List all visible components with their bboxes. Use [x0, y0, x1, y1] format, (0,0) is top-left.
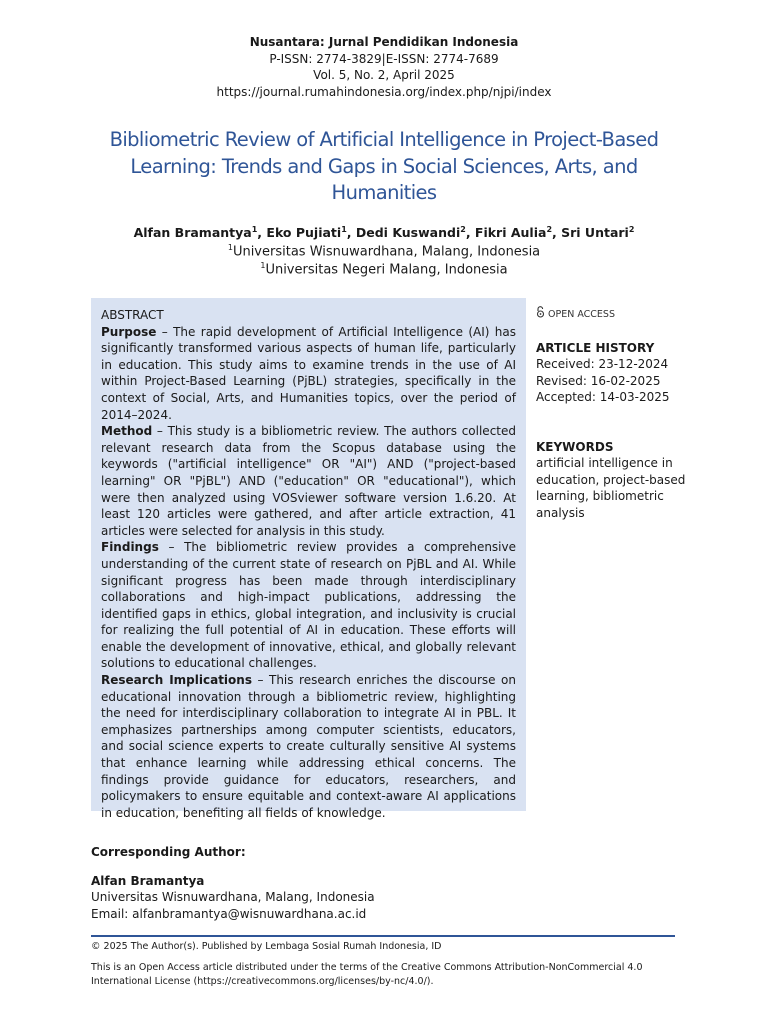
- copyright-line: © 2025 The Author(s). Published by Lembaga Sosial Rumah Indonesia, ID: [91, 941, 442, 952]
- author-separator: ,: [257, 225, 267, 241]
- article-sidebar: [536, 306, 686, 521]
- journal-header: [0, 34, 768, 100]
- affiliation: [0, 243, 768, 259]
- corresponding-heading: Corresponding Author:: [91, 845, 246, 859]
- corresponding-email[interactable]: Email: alfanbramantya@wisnuwardhana.ac.id: [91, 906, 367, 921]
- author-name: Eko Pujiati: [266, 225, 342, 241]
- open-lock-icon: [536, 306, 548, 325]
- open-access-badge: [536, 306, 686, 325]
- affiliation: [0, 261, 768, 277]
- section-text: – The bibliometric review provides a comprehensive understanding of the current state of research on PjBL and AI. While significant progress has been made through interdisciplinary collaborations and high-impact publications, addressing the identified gaps in ethics, global integration, and inclusivity is crucial for realizing the full potential of AI in education. These efforts will enable the development of innovative, ethical, and globally relevant solutions to educational challenges.: [101, 540, 516, 671]
- section-text: – The rapid development of Artificial Intelligence (AI) has significantly transformed various aspects of human life, particularly in education. This study aims to examine trends in the use of AI within Project-Based Learning (PjBL) strategies, specifically in the context of Social, Arts, and Humanities topics, over the period of 2014–2024.: [101, 324, 516, 422]
- revised-date: Revised: 16-02-2025: [536, 373, 661, 388]
- journal-issn: P-ISSN: 2774-3829|E-ISSN: 2774-7689: [269, 51, 499, 66]
- corresponding-author: [91, 844, 375, 922]
- affiliation-mark: 1: [227, 243, 233, 252]
- received-date: Received: 23-12-2024: [536, 357, 669, 371]
- history-heading: ARTICLE HISTORY: [536, 340, 655, 355]
- license-text: This is an Open Access article distributed under the terms of the Creative Commons Attribution-NonCommercial 4.0 International License (https://creativecommons.org/licenses/by-nc/4.0/).: [91, 962, 643, 987]
- open-access-label: OPEN ACCESS: [548, 309, 615, 320]
- author-name: Sri Untari: [561, 225, 629, 241]
- keywords-text: artificial intelligence in education, project-based learning, bibliometric analysis: [536, 456, 686, 520]
- author-separator: ,: [465, 225, 475, 241]
- author-affiliation-mark: 1: [251, 225, 258, 234]
- abstract-findings: [101, 539, 516, 672]
- journal-name: Nusantara: Jurnal Pendidikan Indonesia: [249, 35, 519, 49]
- journal-volume: Vol. 5, No. 2, April 2025: [313, 68, 455, 82]
- affiliation-mark: 1: [260, 261, 266, 270]
- footer-divider: [91, 935, 675, 937]
- abstract-method: [101, 423, 516, 539]
- abstract-box: [91, 298, 526, 820]
- affiliation-text: Universitas Wisnuwardhana, Malang, Indonesia: [232, 244, 541, 260]
- author-name: Fikri Aulia: [474, 225, 547, 241]
- author-affiliation-mark: 2: [460, 225, 466, 234]
- author-list: [0, 225, 768, 240]
- author-affiliation-mark: 2: [628, 225, 635, 234]
- author-affiliation-mark: 1: [341, 225, 347, 234]
- section-text: – This research enriches the discourse on educational innovation through a bibliometric review, highlighting the need for interdisciplinary collaboration to integrate AI in PBL. It emphasizes partnerships among computer scientists, educators, and social science experts to create culturally sensitive AI systems that enhance learning while addressing ethical concerns. The findings provide guidance for educators, researchers, and policymakers to ensure equitable and context-aware AI applications in education, benefiting all fields of knowledge.: [101, 673, 516, 820]
- section-label: Method: [101, 424, 153, 439]
- section-label: Research Implications: [101, 673, 252, 688]
- author-separator: ,: [346, 225, 356, 241]
- affiliation-text: Universitas Negeri Malang, Indonesia: [265, 262, 508, 278]
- keywords-heading: KEYWORDS: [536, 439, 614, 454]
- corresponding-affiliation: Universitas Wisnuwardhana, Malang, Indonesia: [91, 890, 375, 904]
- section-label: Purpose: [101, 324, 157, 339]
- author-separator: ,: [552, 225, 562, 241]
- corresponding-name: Alfan Bramantya: [91, 873, 205, 888]
- journal-url[interactable]: https://journal.rumahindonesia.org/index.php/njpi/index: [216, 84, 552, 99]
- section-text: – This study is a bibliometric review. The authors collected relevant research data from the Scopus database using the keywords ("artificial intelligence" OR "AI") AND ("project-based learning" OR "PjBL") AND ("education" OR "educational"), which were then analyzed using VOSviewer software version 1.6.20. At least 120 articles were gathered, and after article extraction, 41 articles were selected for analysis in this study.: [101, 424, 516, 538]
- author-name: Alfan Bramantya: [133, 225, 252, 241]
- abstract-heading: ABSTRACT: [101, 308, 164, 322]
- abstract-purpose: [101, 324, 516, 424]
- section-label: Findings: [101, 540, 159, 555]
- author-affiliation-mark: 2: [546, 225, 553, 234]
- abstract-implications: [101, 672, 516, 821]
- author-name: Dedi Kuswandi: [355, 225, 461, 241]
- accepted-date: Accepted: 14-03-2025: [536, 390, 670, 404]
- paper-title: Bibliometric Review of Artificial Intelligence in Project-Based Learning: Trends and Gaps in Social Sciences, Arts, and Humanities: [109, 128, 659, 204]
